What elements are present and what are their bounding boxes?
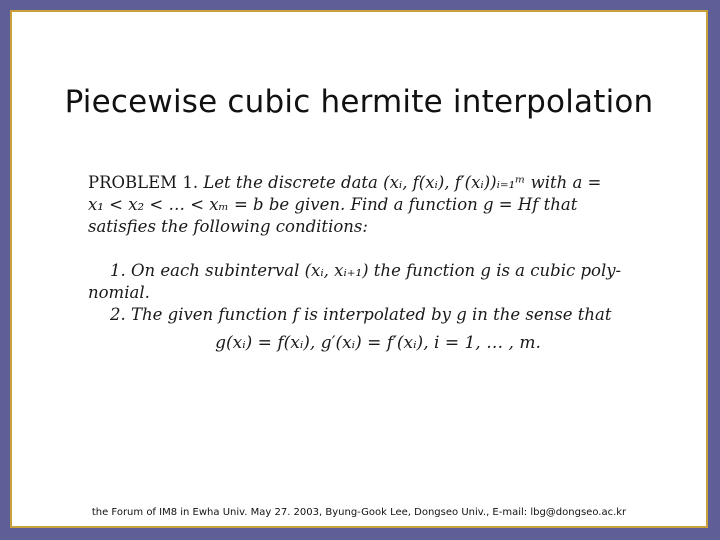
problem-line-2: x₁ < x₂ < … < xₘ = b be given. Find a function g = Hf that bbox=[88, 195, 578, 214]
condition-2-line-1: 2. The given function f is interpolated by g in the sense that bbox=[110, 305, 612, 324]
problem-line-3: satisfies the following conditions: bbox=[88, 217, 368, 236]
slide bbox=[10, 10, 708, 528]
spacer bbox=[88, 238, 648, 260]
problem-statement bbox=[88, 172, 648, 354]
problem-text-1: Let the discrete data (xᵢ, f(xᵢ), f′(xᵢ))ᵢ₌₁ᵐ with a = bbox=[203, 173, 602, 192]
problem-line-1 bbox=[88, 172, 648, 194]
problem-label: PROBLEM 1. bbox=[88, 173, 199, 192]
slide-footer: the Forum of IM8 in Ewha Univ. May 27. 2003, Byung-Gook Lee, Dongseo Univ., E-mail: lbg@dongseo.ac.kr bbox=[91, 507, 627, 518]
interpolation-formula: g(xᵢ) = f(xᵢ), g′(xᵢ) = f′(xᵢ), i = 1, … , m. bbox=[215, 333, 541, 353]
condition-1-line-1: 1. On each subinterval (xᵢ, xᵢ₊₁) the function g is a cubic poly- bbox=[110, 261, 622, 280]
condition-1-line-2: nomial. bbox=[88, 283, 150, 302]
slide-title: Piecewise cubic hermite interpolation bbox=[64, 84, 654, 120]
